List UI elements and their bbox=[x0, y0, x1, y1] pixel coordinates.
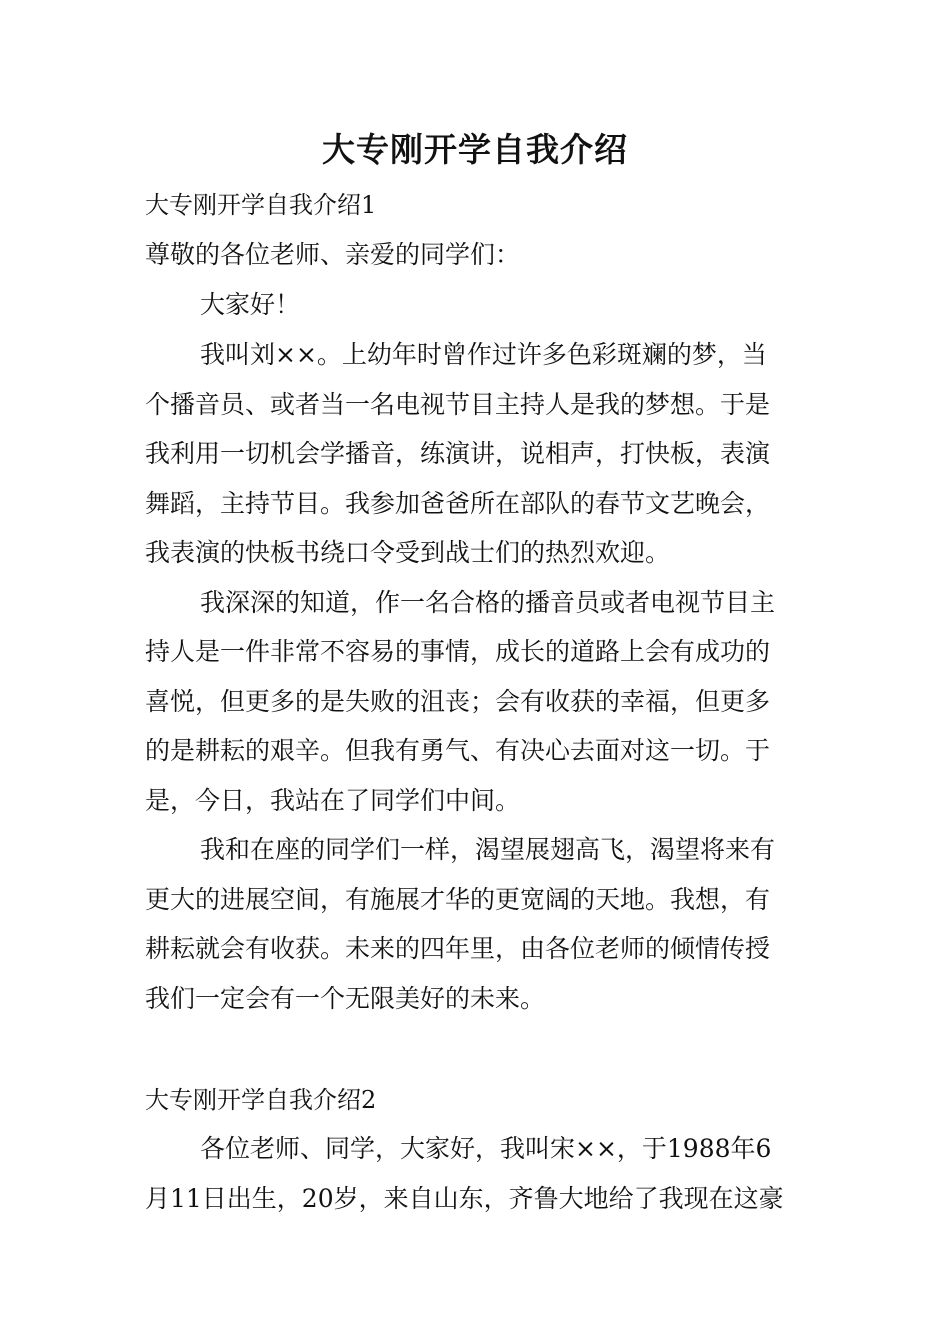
paragraph-2-line: 持人是一件非常不容易的事情，成长的道路上会有成功的 bbox=[145, 637, 771, 666]
paragraph-1-line: 我叫刘××。上幼年时曾作过许多色彩斑斓的梦，当 bbox=[200, 340, 767, 369]
paragraph-2-line: 我深深的知道，作一名合格的播音员或者电视节目主 bbox=[200, 588, 776, 617]
section-1-heading: 大专刚开学自我介绍1 bbox=[145, 191, 377, 219]
paragraph-3-line: 我和在座的同学们一样，渴望展翅高飞，渴望将来有 bbox=[200, 835, 776, 864]
paragraph-2-line: 的是耕耘的艰辛。但我有勇气、有决心去面对这一切。于 bbox=[145, 736, 771, 765]
paragraph-2-line: 喜悦，但更多的是失败的沮丧；会有收获的幸福，但更多 bbox=[145, 687, 771, 716]
section-2-heading: 大专刚开学自我介绍2 bbox=[145, 1086, 377, 1114]
section-2-paragraph-line: 月11日出生，20岁，来自山东，齐鲁大地给了我现在这豪 bbox=[145, 1184, 784, 1213]
greeting: 大家好！ bbox=[200, 290, 301, 319]
paragraph-1-line: 个播音员、或者当一名电视节目主持人是我的梦想。于是 bbox=[145, 390, 771, 419]
paragraph-2-line: 是，今日，我站在了同学们中间。 bbox=[145, 786, 521, 815]
section-2-paragraph-line: 各位老师、同学，大家好，我叫宋××，于1988年6 bbox=[200, 1134, 772, 1163]
document-title: 大专刚开学自我介绍 bbox=[322, 130, 628, 169]
paragraph-3-line: 我们一定会有一个无限美好的未来。 bbox=[145, 984, 546, 1013]
paragraph-1-line: 舞蹈，主持节目。我参加爸爸所在部队的春节文艺晚会， bbox=[145, 489, 771, 518]
paragraph-1-line: 我表演的快板书绕口令受到战士们的热烈欢迎。 bbox=[145, 538, 671, 567]
paragraph-1-line: 我利用一切机会学播音，练演讲，说相声，打快板，表演 bbox=[145, 439, 771, 468]
salutation: 尊敬的各位老师、亲爱的同学们： bbox=[145, 240, 521, 269]
paragraph-3-line: 耕耘就会有收获。未来的四年里，由各位老师的倾情传授 bbox=[145, 934, 771, 963]
paragraph-3-line: 更大的进展空间，有施展才华的更宽阔的天地。我想，有 bbox=[145, 885, 771, 914]
